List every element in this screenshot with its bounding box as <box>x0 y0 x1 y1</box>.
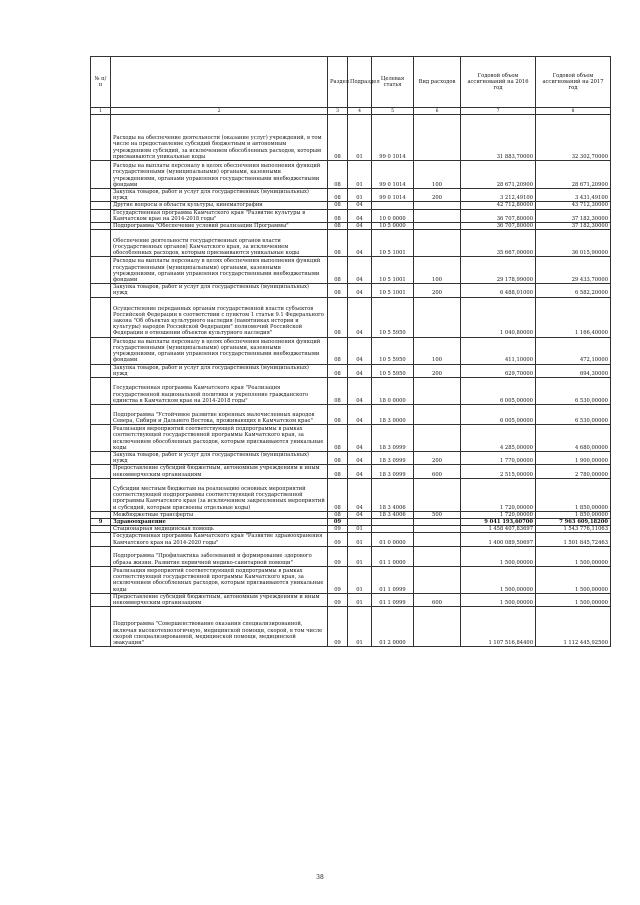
table-row <box>91 593 611 606</box>
row-subsection: 04 <box>348 202 372 209</box>
row-section: 09 <box>328 533 348 546</box>
header-expense-type: Вид расходов <box>414 57 461 108</box>
table-row <box>91 284 611 297</box>
header-name <box>111 57 328 108</box>
row-section: 08 <box>328 202 348 209</box>
row-section: 09 <box>328 566 348 593</box>
row-subsection: 04 <box>348 478 372 511</box>
row-expense-type: 600 <box>414 593 461 606</box>
row-subsection <box>348 519 372 526</box>
row-num <box>91 405 111 425</box>
table-body <box>91 115 611 647</box>
row-section: 08 <box>328 209 348 222</box>
table-row <box>91 511 611 518</box>
row-amount-2017: 37 182,30000 <box>536 209 611 222</box>
row-section: 09 <box>328 593 348 606</box>
row-amount-2016: 1 500,00000 <box>461 566 536 593</box>
row-target-item: 10 5 1001 <box>372 257 414 284</box>
row-amount-2017: 6 530,00000 <box>536 405 611 425</box>
row-subsection: 01 <box>348 526 372 533</box>
row-section: 08 <box>328 284 348 297</box>
col-index: 8 <box>536 108 611 115</box>
row-expense-type <box>414 378 461 405</box>
row-subsection: 04 <box>348 378 372 405</box>
row-subsection: 01 <box>348 546 372 566</box>
row-section: 09 <box>328 526 348 533</box>
row-num <box>91 115 111 161</box>
row-num <box>91 452 111 465</box>
row-section: 08 <box>328 230 348 257</box>
header-2017: Годовой объем ассигнований на 2017 год <box>536 57 611 108</box>
row-description: Осуществление переданных органам государственной власти субъектов Российской Федерации в соответствии с пунктом 1 статьи 9.1 Федерального закона "Об объектах культурного наследия (памятниках истории и культуры) народов Российской Федерации" полномочий Российской Федерации в отношении объектов культурного наследия" <box>111 297 328 337</box>
row-num <box>91 202 111 209</box>
row-amount-2016: 35 667,00000 <box>461 230 536 257</box>
row-section: 08 <box>328 337 348 364</box>
row-amount-2017: 37 182,30000 <box>536 223 611 230</box>
row-num <box>91 223 111 230</box>
row-expense-type <box>414 230 461 257</box>
row-subsection: 01 <box>348 115 372 161</box>
row-subsection: 01 <box>348 566 372 593</box>
row-amount-2016: 1 500,00000 <box>461 546 536 566</box>
row-num <box>91 533 111 546</box>
row-num <box>91 378 111 405</box>
row-target-item: 01 1 0999 <box>372 566 414 593</box>
table-row <box>91 519 611 526</box>
row-amount-2016: 1 770,00000 <box>461 452 536 465</box>
row-num <box>91 511 111 518</box>
row-num <box>91 526 111 533</box>
row-amount-2016: 9 041 193,60700 <box>461 519 536 526</box>
row-amount-2016: 1 107 516,84400 <box>461 607 536 647</box>
row-section: 08 <box>328 257 348 284</box>
table-row <box>91 405 611 425</box>
row-subsection: 04 <box>348 364 372 377</box>
row-num <box>91 593 111 606</box>
row-amount-2016: 6 005,00000 <box>461 378 536 405</box>
row-section: 08 <box>328 452 348 465</box>
row-section: 08 <box>328 405 348 425</box>
row-amount-2016: 629,70000 <box>461 364 536 377</box>
row-target-item: 18 3 0999 <box>372 465 414 478</box>
row-amount-2016: 1 040,80000 <box>461 297 536 337</box>
row-expense-type: 200 <box>414 452 461 465</box>
row-amount-2016: 6 488,01000 <box>461 284 536 297</box>
row-section: 09 <box>328 519 348 526</box>
row-num <box>91 566 111 593</box>
row-subsection: 04 <box>348 337 372 364</box>
row-num <box>91 230 111 257</box>
row-amount-2017: 29 433,70000 <box>536 257 611 284</box>
row-description: Закупка товаров, работ и услуг для государственных (муниципальных) нужд <box>111 452 328 465</box>
col-index: 7 <box>461 108 536 115</box>
row-amount-2017: 1 500,00000 <box>536 593 611 606</box>
row-section: 08 <box>328 115 348 161</box>
row-amount-2016: 36 707,80000 <box>461 223 536 230</box>
row-description: Другие вопросы в области культуры, кинематографии <box>111 202 328 209</box>
row-target-item: 99 0 1014 <box>372 161 414 189</box>
row-expense-type <box>414 519 461 526</box>
col-index: 4 <box>348 108 372 115</box>
row-description: Закупка товаров, работ и услуг для государственных (муниципальных) нужд <box>111 364 328 377</box>
row-description: Расходы на выплаты персоналу в целях обеспечения выполнения функций государственными (муниципальными) органами, казенными учреждениями, органами управления государственными внебюджетными фондами <box>111 337 328 364</box>
row-section: 08 <box>328 378 348 405</box>
row-expense-type <box>414 607 461 647</box>
row-subsection: 01 <box>348 161 372 189</box>
row-target-item: 18 3 4006 <box>372 478 414 511</box>
row-target-item: 10 5 5950 <box>372 364 414 377</box>
row-num <box>91 189 111 202</box>
row-target-item: 10 5 5950 <box>372 337 414 364</box>
row-target-item: 18 3 4006 <box>372 511 414 518</box>
row-expense-type <box>414 566 461 593</box>
row-target-item <box>372 519 414 526</box>
row-expense-type: 200 <box>414 189 461 202</box>
row-description: Предоставление субсидий бюджетным, автономным учреждениям и иным некоммерческим организациям <box>111 593 328 606</box>
table-row <box>91 202 611 209</box>
row-expense-type: 200 <box>414 284 461 297</box>
table-row <box>91 364 611 377</box>
row-subsection: 04 <box>348 230 372 257</box>
row-amount-2017: 36 015,90000 <box>536 230 611 257</box>
table-row <box>91 452 611 465</box>
col-index: 5 <box>372 108 414 115</box>
row-subsection: 04 <box>348 223 372 230</box>
row-description: Предоставление субсидий бюджетным, автономным учреждениям и иным некоммерческим организациям <box>111 465 328 478</box>
row-expense-type <box>414 546 461 566</box>
row-num <box>91 465 111 478</box>
row-description: Реализация мероприятий соответствующей подпрограммы в рамках соответствующей государственной программы Камчатского края, за исключением обособленных расходов, которым присваиваются уникальные коды <box>111 425 328 452</box>
row-description: Реализация мероприятий соответствующей подпрограммы в рамках соответствующей государственной программы Камчатского края, за исключением обособленных расходов, которым присваиваются уникальные коды <box>111 566 328 593</box>
row-amount-2017: 1 850,00000 <box>536 478 611 511</box>
row-description: Государственная программа Камчатского края "Развитие культуры в Камчатском крае на 2014-2018 годы" <box>111 209 328 222</box>
row-amount-2017: 1 500,00000 <box>536 566 611 593</box>
table-row <box>91 533 611 546</box>
row-section: 08 <box>328 223 348 230</box>
row-num <box>91 364 111 377</box>
row-target-item: 01 1 0999 <box>372 593 414 606</box>
row-subsection: 04 <box>348 452 372 465</box>
row-amount-2017: 3 431,49100 <box>536 189 611 202</box>
header-target-item: Целевая статья <box>372 57 414 108</box>
row-expense-type: 100 <box>414 257 461 284</box>
row-amount-2017: 1 543 776,11063 <box>536 526 611 533</box>
row-expense-type <box>414 533 461 546</box>
row-section: 08 <box>328 511 348 518</box>
row-amount-2016: 1 458 407,83697 <box>461 526 536 533</box>
table-row <box>91 297 611 337</box>
row-amount-2017: 6 530,00000 <box>536 378 611 405</box>
row-section: 08 <box>328 425 348 452</box>
row-description: Закупка товаров, работ и услуг для государственных (муниципальных) нужд <box>111 284 328 297</box>
row-description: Расходы на обеспечение деятельности (оказание услуг) учреждений, в том числе на предоставление субсидий бюджетным и автономным учреждениям субсидий, за исключением обособленных расходов, которым присваиваются уникальные коды <box>111 115 328 161</box>
row-section: 08 <box>328 478 348 511</box>
row-target-item: 18 3 0999 <box>372 425 414 452</box>
row-target-item <box>372 526 414 533</box>
row-num <box>91 284 111 297</box>
col-index: 2 <box>111 108 328 115</box>
row-amount-2016: 29 178,99000 <box>461 257 536 284</box>
row-description: Государственная программа Камчатского края "Реализация государственной национальной политики и укрепление гражданского единства в Камчатском крае на 2014-2018 годы" <box>111 378 328 405</box>
row-subsection: 04 <box>348 511 372 518</box>
row-amount-2016: 4 285,00000 <box>461 425 536 452</box>
row-amount-2017: 694,30000 <box>536 364 611 377</box>
row-subsection: 04 <box>348 257 372 284</box>
row-expense-type <box>414 425 461 452</box>
row-amount-2016: 2 515,00000 <box>461 465 536 478</box>
row-amount-2016: 42 712,80000 <box>461 202 536 209</box>
row-expense-type: 200 <box>414 364 461 377</box>
table-row <box>91 465 611 478</box>
table-row <box>91 526 611 533</box>
row-amount-2017: 1 850,00000 <box>536 511 611 518</box>
row-amount-2017: 472,10000 <box>536 337 611 364</box>
column-index-row <box>91 108 611 115</box>
row-amount-2016: 28 671,20900 <box>461 161 536 189</box>
row-section: 08 <box>328 161 348 189</box>
row-section: 09 <box>328 546 348 566</box>
row-subsection: 01 <box>348 189 372 202</box>
row-amount-2017: 7 963 609,18200 <box>536 519 611 526</box>
row-expense-type <box>414 297 461 337</box>
header-section: Раздел <box>328 57 348 108</box>
header-num: № п/п <box>91 57 111 108</box>
row-expense-type <box>414 526 461 533</box>
row-num <box>91 546 111 566</box>
row-target-item <box>372 202 414 209</box>
row-target-item: 10 5 0000 <box>372 223 414 230</box>
row-expense-type <box>414 478 461 511</box>
row-subsection: 04 <box>348 284 372 297</box>
row-target-item: 99 0 1014 <box>372 189 414 202</box>
row-target-item: 10 5 1001 <box>372 230 414 257</box>
table-row <box>91 337 611 364</box>
table-row <box>91 478 611 511</box>
row-subsection: 04 <box>348 465 372 478</box>
row-subsection: 04 <box>348 405 372 425</box>
row-section: 08 <box>328 465 348 478</box>
row-amount-2016: 36 707,80000 <box>461 209 536 222</box>
row-target-item: 01 1 0000 <box>372 546 414 566</box>
header-2016: Годовой объем ассигнований на 2016 год <box>461 57 536 108</box>
row-expense-type: 500 <box>414 511 461 518</box>
row-expense-type <box>414 209 461 222</box>
row-expense-type <box>414 115 461 161</box>
row-amount-2017: 1 500,00000 <box>536 546 611 566</box>
table-row <box>91 607 611 647</box>
row-amount-2017: 6 582,20000 <box>536 284 611 297</box>
row-amount-2016: 3 212,49100 <box>461 189 536 202</box>
row-subsection: 04 <box>348 297 372 337</box>
table-row <box>91 257 611 284</box>
row-amount-2016: 6 005,00000 <box>461 405 536 425</box>
table-row <box>91 209 611 222</box>
row-num <box>91 161 111 189</box>
row-subsection: 01 <box>348 533 372 546</box>
row-target-item: 10 5 5950 <box>372 297 414 337</box>
row-description: Государственная программа Камчатского края "Развитие здравоохранения Камчатского края на 2014-2020 годы" <box>111 533 328 546</box>
row-target-item: 01 2 0000 <box>372 607 414 647</box>
table-row <box>91 161 611 189</box>
row-num <box>91 337 111 364</box>
row-description: Обеспечение деятельности государственных органов власти (государственных органов) Камчатского края, за исключением обособленных расходов, которым присваиваются уникальные коды <box>111 230 328 257</box>
table-row <box>91 223 611 230</box>
table-row <box>91 566 611 593</box>
row-target-item: 99 0 1014 <box>372 115 414 161</box>
row-amount-2017: 4 680,00000 <box>536 425 611 452</box>
row-amount-2016: 31 883,70000 <box>461 115 536 161</box>
row-amount-2016: 1 500,00000 <box>461 593 536 606</box>
row-amount-2017: 1 112 445,92500 <box>536 607 611 647</box>
row-subsection: 01 <box>348 607 372 647</box>
table-row <box>91 425 611 452</box>
row-expense-type <box>414 405 461 425</box>
row-amount-2016: 1 720,00000 <box>461 478 536 511</box>
row-target-item: 01 0 0000 <box>372 533 414 546</box>
page-number: 38 <box>316 874 324 881</box>
row-description: Подпрограмма "Профилактика заболеваний и формирование здорового образа жизни. Развитие первичной медико-санитарной помощи" <box>111 546 328 566</box>
row-section: 08 <box>328 364 348 377</box>
table-row <box>91 378 611 405</box>
table-row <box>91 115 611 161</box>
row-description: Подпрограмма "Совершенствование оказания специализированной, включая высокотехнологичную, медицинской помощи, скорой, в том числе скорой специализированной, медицинской помощи, медицинской эвакуации" <box>111 607 328 647</box>
row-amount-2017: 1 501 845,72463 <box>536 533 611 546</box>
row-amount-2017: 43 712,30000 <box>536 202 611 209</box>
row-expense-type <box>414 223 461 230</box>
row-description: Подпрограмма "Обеспечение условий реализации Программы" <box>111 223 328 230</box>
row-description: Подпрограмма "Устойчивое развитие коренных малочисленных народов Севера, Сибири и Дальнего Востока, проживающих в Камчатском крае" <box>111 405 328 425</box>
row-num <box>91 478 111 511</box>
row-target-item: 10 0 0000 <box>372 209 414 222</box>
budget-table <box>90 56 611 647</box>
row-target-item: 18 0 0000 <box>372 378 414 405</box>
row-expense-type: 600 <box>414 465 461 478</box>
row-section: 08 <box>328 297 348 337</box>
row-section: 09 <box>328 607 348 647</box>
row-expense-type <box>414 202 461 209</box>
row-description: Закупка товаров, работ и услуг для государственных (муниципальных) нужд <box>111 189 328 202</box>
row-num <box>91 425 111 452</box>
table-row <box>91 189 611 202</box>
row-amount-2016: 1 720,00000 <box>461 511 536 518</box>
row-description: Здравоохранение <box>111 519 328 526</box>
row-description: Стационарная медицинская помощь <box>111 526 328 533</box>
row-amount-2017: 1 166,40000 <box>536 297 611 337</box>
row-target-item: 10 5 1001 <box>372 284 414 297</box>
row-description: Расходы на выплаты персоналу в целях обеспечения выполнения функций государственными (муниципальными) органами, казенными учреждениями, органами управления государственными внебюджетными фондами <box>111 257 328 284</box>
row-amount-2017: 32 302,70000 <box>536 115 611 161</box>
col-index: 1 <box>91 108 111 115</box>
table-row <box>91 230 611 257</box>
row-num <box>91 257 111 284</box>
row-description: Субсидии местным бюджетам на реализацию основных мероприятий соответствующей подпрограммы соответствующей государственной программы Камчатского края (за исключением закрепленных мероприятий и субсидий, которым присвоены отдельные коды) <box>111 478 328 511</box>
row-description: Расходы на выплаты персоналу в целях обеспечения выполнения функций государственными (муниципальными) органами, казенными учреждениями, органами управления государственными внебюджетными фондами <box>111 161 328 189</box>
row-num <box>91 607 111 647</box>
col-index: 6 <box>414 108 461 115</box>
row-amount-2017: 28 671,20900 <box>536 161 611 189</box>
row-expense-type: 100 <box>414 337 461 364</box>
row-section: 08 <box>328 189 348 202</box>
row-target-item: 18 3 0999 <box>372 452 414 465</box>
row-amount-2017: 1 900,00000 <box>536 452 611 465</box>
row-amount-2016: 411,10000 <box>461 337 536 364</box>
header-subsection: Подраздел <box>348 57 372 108</box>
row-target-item: 18 3 0000 <box>372 405 414 425</box>
row-subsection: 01 <box>348 593 372 606</box>
row-subsection: 04 <box>348 209 372 222</box>
row-num: 9 <box>91 519 111 526</box>
row-subsection: 04 <box>348 425 372 452</box>
row-expense-type: 100 <box>414 161 461 189</box>
col-index: 3 <box>328 108 348 115</box>
table-row <box>91 546 611 566</box>
table-header <box>91 57 611 108</box>
row-num <box>91 209 111 222</box>
row-amount-2017: 2 780,00000 <box>536 465 611 478</box>
row-amount-2016: 1 400 089,50697 <box>461 533 536 546</box>
row-num <box>91 297 111 337</box>
row-description: Межбюджетные трансферты <box>111 511 328 518</box>
